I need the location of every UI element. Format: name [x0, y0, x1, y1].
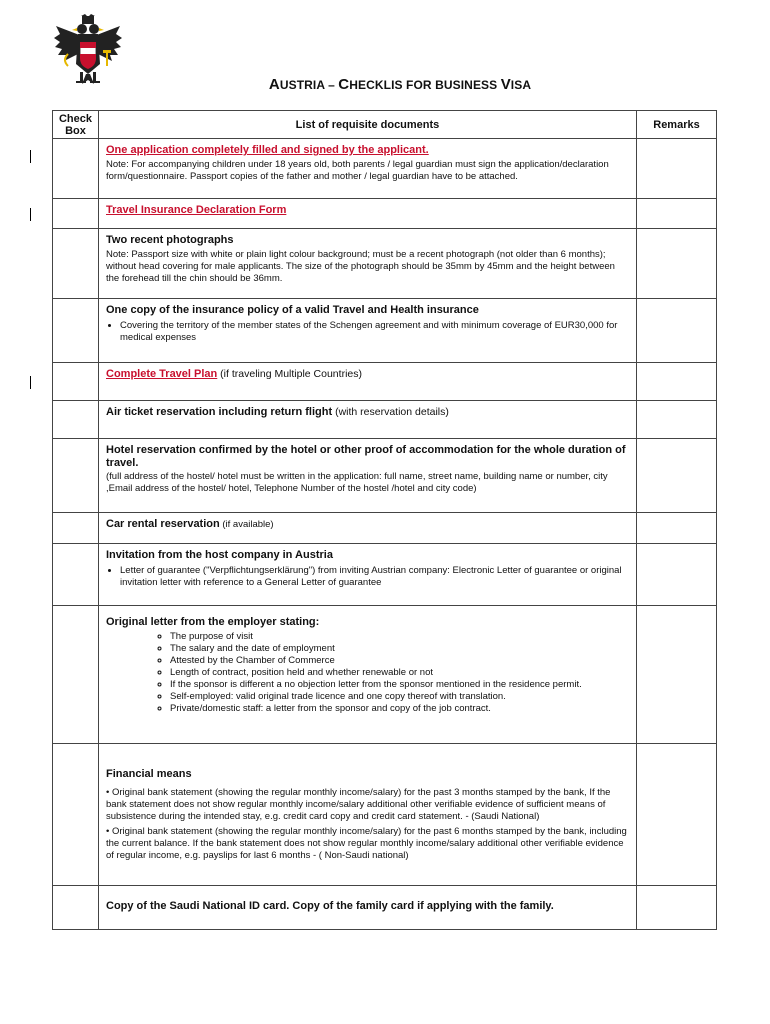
table-row [53, 139, 717, 199]
margin-change-bar [30, 150, 31, 163]
check-box-cell[interactable] [53, 363, 99, 401]
table-row [53, 544, 717, 606]
table-row [53, 199, 717, 229]
remarks-cell[interactable] [637, 139, 717, 199]
item-heading: Copy of the Saudi National ID card. Copy of the family card if applying with the family. [106, 900, 554, 912]
remarks-cell[interactable] [637, 606, 717, 744]
check-box-cell[interactable] [53, 744, 99, 886]
item-heading: One copy of the insurance policy of a valid Travel and Health insurance [106, 304, 479, 316]
margin-change-bar [30, 208, 31, 221]
table-header-row [53, 111, 717, 139]
list-item: ◦ The salary and the date of employment [170, 643, 630, 655]
remarks-cell[interactable] [637, 401, 717, 439]
remarks-cell[interactable] [637, 299, 717, 363]
check-box-cell[interactable] [53, 513, 99, 544]
item-heading: Air ticket reservation including return flight [106, 406, 333, 418]
item-paragraph: • Original bank statement (showing the regular monthly income/salary) for the past 3 months stamped by the bank, If the bank statement does not show regular monthly income/salary additional other verifiable evidence of sufficient means of subsistence during the intended stay, e.g. credit card copy and credit card statement. - (Saudi National) [106, 786, 611, 822]
item-heading: Two recent photographs [106, 234, 234, 246]
col-header-remarks: Remarks [637, 111, 717, 139]
remarks-cell[interactable] [637, 199, 717, 229]
check-box-cell[interactable] [53, 139, 99, 199]
col-header-documents: List of requisite documents [99, 111, 637, 139]
check-box-cell[interactable] [53, 401, 99, 439]
table-row [53, 513, 717, 544]
page-title: AUSTRIA – CHECKLIS FOR BUSINESS VISA [268, 76, 532, 93]
item-heading: Invitation from the host company in Austria [106, 549, 333, 561]
table-row [53, 886, 717, 930]
list-item: ◦ Private/domestic staff: a letter from the sponsor and copy of the job contract. [170, 703, 630, 715]
check-box-cell[interactable] [53, 606, 99, 744]
remarks-cell[interactable] [637, 439, 717, 513]
item-paragraph: • Original bank statement (showing the regular monthly income/salary) for the past 6 months stamped by the bank, including the current balance. If the bank statement does not show regular monthly income/salary additional other verifiable evidence of regular income, e.g. payslips for last 6 months - ( Non-Saudi national) [106, 825, 627, 861]
table-row [53, 439, 717, 513]
list-item: ◦ If the sponsor is different a no objection letter from the sponsor mentioned in the residence permit. [170, 679, 630, 691]
remarks-cell[interactable] [637, 229, 717, 299]
item-heading: Car rental reservation [106, 518, 220, 530]
table-row [53, 744, 717, 886]
table-row [53, 229, 717, 299]
remarks-cell[interactable] [637, 513, 717, 544]
table-row [53, 606, 717, 744]
item-heading: Original letter from the employer stating: [106, 616, 320, 628]
margin-change-bar [30, 376, 31, 389]
checklist-table [52, 110, 717, 930]
item-heading: Hotel reservation confirmed by the hotel or other proof of accommodation for the whole duration of travel. [106, 444, 626, 469]
table-row [53, 299, 717, 363]
check-box-cell[interactable] [53, 199, 99, 229]
item-suffix: (with reservation details) [332, 406, 449, 418]
item-suffix: (if traveling Multiple Countries) [217, 368, 362, 380]
check-box-cell[interactable] [53, 299, 99, 363]
list-item: ◦ The purpose of visit [170, 631, 630, 643]
remarks-cell[interactable] [637, 886, 717, 930]
list-item: • Covering the territory of the member states of the Schengen agreement and with minimum coverage of EUR30,000 for medical expenses [120, 320, 630, 344]
item-note: (full address of the hostel/ hotel must be written in the application: full name, street name, building name or number, city ,Email address of the hostel/ hotel, Telephone Number of the hostel /hotel and city code) [106, 471, 608, 494]
check-box-cell[interactable] [53, 544, 99, 606]
item-heading: One application completely filled and signed by the applicant. [106, 144, 429, 156]
item-note: Note: Passport size with white or plain light colour background; must be a recent photograph (not older than 6 months); without head covering for male applicants. The size of the photograph should be 35mm by 45mm and the height between the forehead till the chin should be 36mm. [106, 248, 615, 284]
check-box-cell[interactable] [53, 886, 99, 930]
list-item: ◦ Attested by the Chamber of Commerce [170, 655, 630, 667]
check-box-cell[interactable] [53, 439, 99, 513]
remarks-cell[interactable] [637, 363, 717, 401]
item-suffix: (if available) [219, 519, 274, 530]
item-heading: Travel Insurance Declaration Form [106, 204, 287, 216]
item-heading: Complete Travel Plan [106, 368, 218, 380]
table-row [53, 363, 717, 401]
item-heading: Financial means [106, 768, 192, 780]
list-item: ◦ Self-employed: valid original trade licence and one copy thereof with translation. [170, 691, 630, 703]
check-box-cell[interactable] [53, 229, 99, 299]
list-item: ◦ Length of contract, position held and whether renewable or not [170, 667, 630, 679]
remarks-cell[interactable] [637, 544, 717, 606]
remarks-cell[interactable] [637, 744, 717, 886]
col-header-check-box: Check Box [53, 111, 99, 139]
item-note: Note: For accompanying children under 18 years old, both parents / legal guardian must sign the application/declaration form/questionnaire. Passport copies of the father and mother / legal guardian have to be attached. [106, 158, 609, 182]
list-item: • Letter of guarantee ("Verpflichtungserklärung") from inviting Austrian company: Electronic Letter of guarantee or original invitation letter with reference to a General Letter of guarantee [120, 565, 630, 589]
table-row [53, 401, 717, 439]
